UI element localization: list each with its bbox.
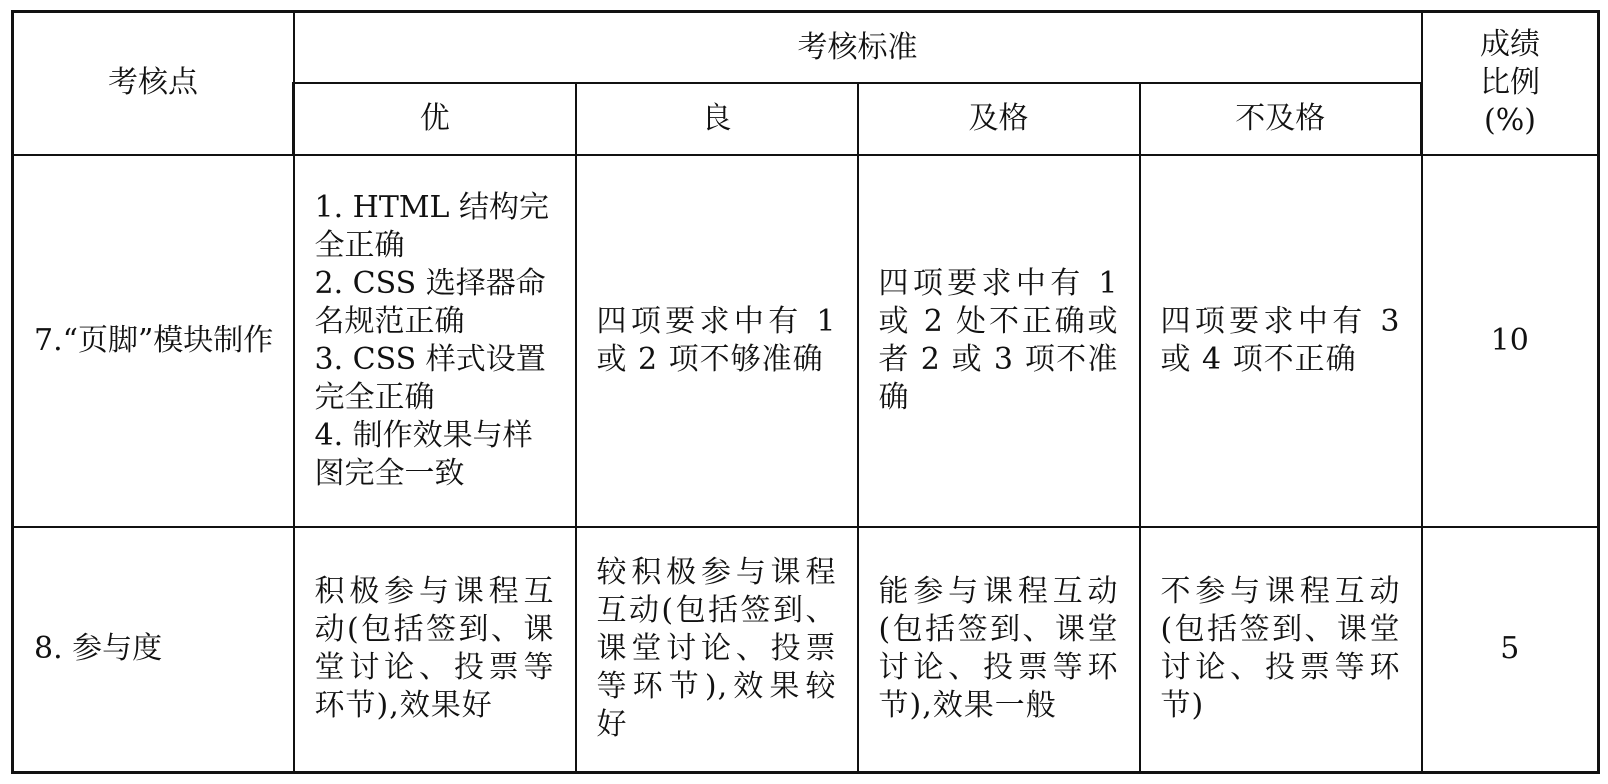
grading-criteria-table [11, 10, 1600, 774]
cell-fail: 四项要求中有 3 或 4 项不正确 [1140, 155, 1422, 527]
cell-excellent: 积极参与课程互动(包括签到、课堂讨论、投票等环节),效果好 [294, 527, 576, 773]
cell-fail: 不参与课程互动(包括签到、课堂讨论、投票等环节) [1140, 527, 1422, 773]
cell-excellent: 1. HTML 结构完全正确 2. CSS 选择器命名规范正确 3. CSS 样式设置完全正确 4. 制作效果与样图完全一致 [294, 155, 576, 527]
cell-ratio: 5 [1422, 527, 1599, 773]
table-row [13, 155, 1599, 527]
header-level-excellent: 优 [294, 83, 576, 155]
header-score-ratio: 成绩 比例 (%) [1422, 12, 1599, 155]
header-level-good: 良 [576, 83, 858, 155]
cell-pass: 四项要求中有 1 或 2 处不正确或者 2 或 3 项不准确 [858, 155, 1140, 527]
table-row [13, 527, 1599, 773]
cell-good: 四项要求中有 1 或 2 项不够准确 [576, 155, 858, 527]
header-assessment-point: 考核点 [13, 12, 294, 155]
cell-good: 较积极参与课程互动(包括签到、课堂讨论、投票等环节),效果较好 [576, 527, 858, 773]
header-level-fail: 不及格 [1140, 83, 1422, 155]
header-level-pass: 及格 [858, 83, 1140, 155]
cell-pass: 能参与课程互动(包括签到、课堂讨论、投票等环节),效果一般 [858, 527, 1140, 773]
cell-point: 8. 参与度 [13, 527, 294, 773]
cell-ratio: 10 [1422, 155, 1599, 527]
cell-point: 7.“页脚”模块制作 [13, 155, 294, 527]
header-assessment-standard: 考核标准 [294, 12, 1422, 84]
header-row-top [13, 12, 1599, 84]
